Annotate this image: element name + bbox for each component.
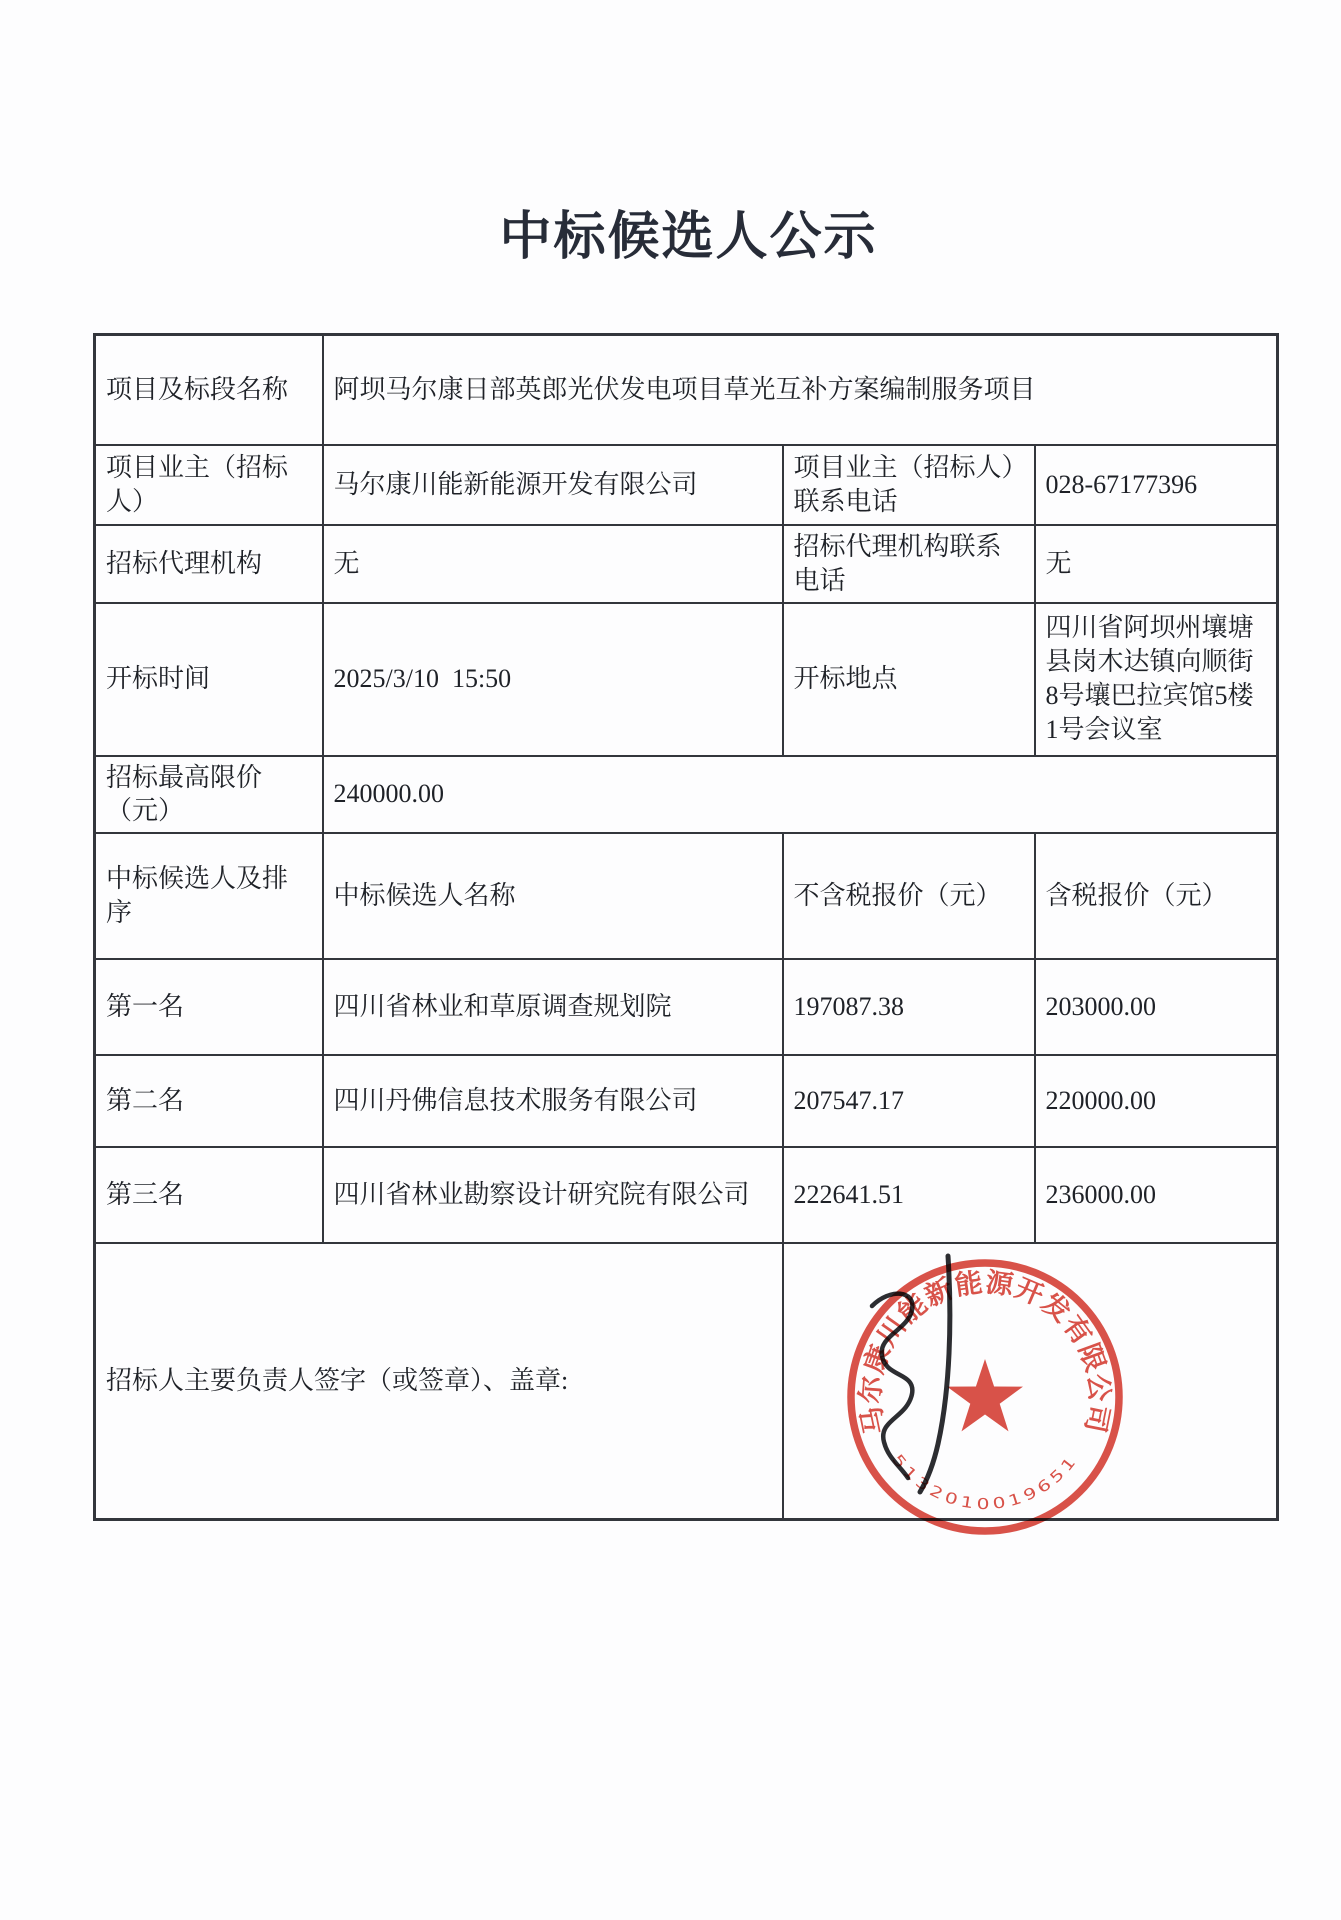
candidate-2-name: 四川丹佛信息技术服务有限公司 (323, 1055, 783, 1147)
header-candidate-name: 中标候选人名称 (323, 833, 783, 959)
opening-time-label: 开标时间 (95, 603, 323, 756)
table-row-bid-opening (95, 603, 1278, 756)
candidate-2-price-incl: 220000.00 (1035, 1055, 1278, 1147)
opening-place-label: 开标地点 (783, 603, 1035, 756)
agency-phone-label: 招标代理机构联系电话 (783, 525, 1035, 603)
opening-time-value: 2025/3/10 15:50 (323, 603, 783, 756)
candidate-1-rank: 第一名 (95, 959, 323, 1055)
candidate-1-price-excl: 197087.38 (783, 959, 1035, 1055)
signature-stroke-loops (872, 1294, 912, 1478)
owner-phone-value: 028-67177396 (1035, 445, 1278, 525)
project-name-value: 阿坝马尔康日部英郎光伏发电项目草光互补方案编制服务项目 (323, 335, 1278, 445)
owner-phone-label: 项目业主（招标人）联系电话 (783, 445, 1035, 525)
table-row-candidates-header (95, 833, 1278, 959)
candidate-3-price-incl: 236000.00 (1035, 1147, 1278, 1243)
table-row-candidate-1 (95, 959, 1278, 1055)
seal-company-text: 马尔康川能新能源开发有限公司 (855, 1267, 1115, 1437)
candidate-2-price-excl: 207547.17 (783, 1055, 1035, 1147)
candidate-2-rank: 第二名 (95, 1055, 323, 1147)
table-row-candidate-3 (95, 1147, 1278, 1243)
candidate-1-name: 四川省林业和草原调查规划院 (323, 959, 783, 1055)
page-title: 中标候选人公示 (499, 208, 878, 266)
table-row-owner (95, 445, 1278, 525)
opening-place-value: 四川省阿坝州壤塘县岗木达镇向顺街8号壤巴拉宾馆5楼1号会议室 (1035, 603, 1278, 756)
table-row-max-price (95, 756, 1278, 834)
seal-number-text: 5132010019651 (888, 1450, 1079, 1513)
table-row-agency (95, 525, 1278, 603)
owner-label: 项目业主（招标人） (95, 445, 323, 525)
owner-value: 马尔康川能新能源开发有限公司 (323, 445, 783, 525)
candidate-3-name: 四川省林业勘察设计研究院有限公司 (323, 1147, 783, 1243)
signature-label: 招标人主要负责人签字（或签章）、盖章: (95, 1243, 783, 1519)
agency-label: 招标代理机构 (95, 525, 323, 603)
signature-stroke-long (920, 1256, 950, 1492)
candidate-3-rank: 第三名 (95, 1147, 323, 1243)
max-price-value: 240000.00 (323, 756, 1278, 834)
agency-phone-value: 无 (1035, 525, 1278, 603)
header-price-excl-tax: 不含税报价（元） (783, 833, 1035, 959)
header-price-incl-tax: 含税报价（元） (1035, 833, 1278, 959)
handwritten-signature (840, 1246, 1000, 1496)
max-price-label: 招标最高限价（元） (95, 756, 323, 834)
table-row-project (95, 335, 1278, 445)
agency-value: 无 (323, 525, 783, 603)
candidate-3-price-excl: 222641.51 (783, 1147, 1035, 1243)
candidate-1-price-incl: 203000.00 (1035, 959, 1278, 1055)
project-name-label: 项目及标段名称 (95, 335, 323, 445)
table-row-candidate-2 (95, 1055, 1278, 1147)
header-rank: 中标候选人及排序 (95, 833, 323, 959)
